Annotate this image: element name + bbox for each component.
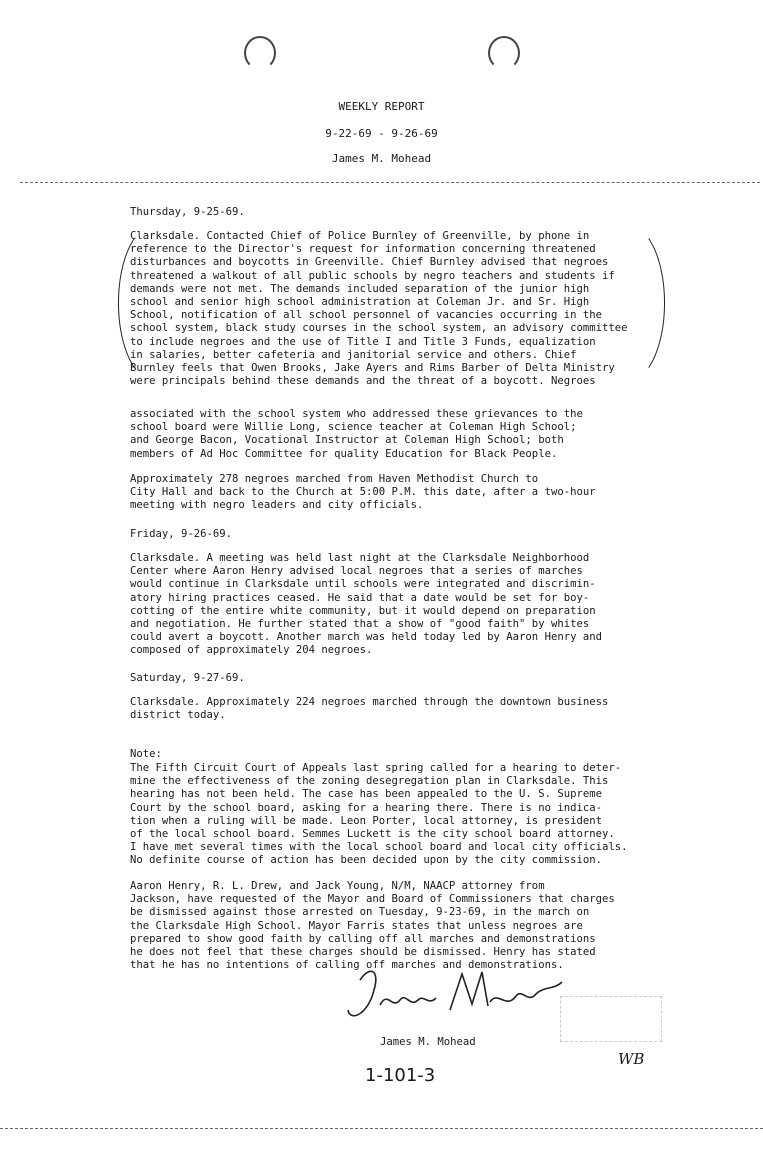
- entry-paragraph: [130, 473, 660, 513]
- text-line: school board were Willie Long, science teacher at Coleman High School;: [130, 421, 577, 434]
- text-line: School, notification of all school personnel of vacancies occurring in the: [130, 309, 602, 322]
- text-line: could avert a boycott. Another march was held today led by Aaron Henry and: [130, 631, 602, 644]
- entry-date: Thursday, 9-25-69.: [130, 206, 245, 218]
- text-line: I have met several times with the local school board and local city officials.: [130, 841, 628, 854]
- note-label: Note:: [130, 748, 162, 760]
- text-line: of the local school board. Semmes Luckett is the city school board attorney.: [130, 828, 615, 841]
- text-line: Burnley feels that Owen Brooks, Jake Ayers and Rims Barber of Delta Ministry: [130, 362, 615, 375]
- text-line: to include negroes and the use of Title I and Title 3 Funds, equalization: [130, 335, 596, 348]
- text-line: in salaries, better cafeteria and janitorial service and others. Chief: [130, 348, 577, 361]
- text-line: associated with the school system who addressed these grievances to the: [130, 408, 583, 420]
- file-number: 1-101-3: [365, 1065, 436, 1086]
- report-title: WEEKLY REPORT: [338, 100, 425, 113]
- note-paragraph: [130, 762, 660, 868]
- punch-hole-right: [488, 36, 520, 70]
- text-line: and negotiation. He further stated that a show of "good faith" by whites: [130, 618, 590, 631]
- text-line: threatened a walkout of all public schools by negro teachers and students if: [130, 269, 615, 282]
- text-line: prepared to show good faith by calling off all marches and demonstrations: [130, 932, 596, 945]
- handwritten-initials: WB: [618, 1050, 645, 1068]
- header-divider: [20, 182, 760, 183]
- text-line: Aaron Henry, R. L. Drew, and Jack Young, N/M, NAACP attorney from: [130, 880, 545, 892]
- text-line: members of Ad Hoc Committee for quality Education for Black People.: [130, 447, 558, 460]
- text-line: district today.: [130, 709, 226, 722]
- text-line: Jackson, have requested of the Mayor and Board of Commissioners that charges: [130, 893, 615, 906]
- text-line: composed of approximately 204 negroes.: [130, 644, 373, 657]
- text-line: demands were not met. The demands included separation of the junior high: [130, 282, 590, 295]
- text-line: were principals behind these demands and the threat of a boycott. Negroes: [130, 375, 596, 388]
- text-line: Clarksdale. Approximately 224 negroes marched through the downtown business: [130, 696, 609, 708]
- entry-paragraph: [130, 696, 660, 722]
- text-line: school system, black study courses in the school system, an advisory committee: [130, 322, 628, 335]
- text-line: atory hiring practices ceased. He said that a date would be set for boy-: [130, 591, 590, 604]
- handwritten-signature: [340, 960, 570, 1040]
- received-stamp: [560, 996, 662, 1042]
- text-line: reference to the Director's request for information concerning threatened: [130, 243, 596, 256]
- entry-paragraph: [130, 552, 660, 658]
- text-line: that he has no intentions of calling off marches and demonstrations.: [130, 959, 564, 972]
- text-line: school and senior high school administration at Coleman Jr. and Sr. High: [130, 296, 590, 309]
- text-line: mine the effectiveness of the zoning desegregation plan in Clarksdale. This: [130, 775, 609, 788]
- entry-date: Saturday, 9-27-69.: [130, 672, 245, 684]
- text-line: be dismissed against those arrested on Tuesday, 9-23-69, in the march on: [130, 906, 590, 919]
- bottom-divider: [0, 1128, 763, 1129]
- text-line: disturbances and boycotts in Greenville. Chief Burnley advised that negroes: [130, 256, 609, 269]
- text-line: The Fifth Circuit Court of Appeals last spring called for a hearing to deter-: [130, 762, 622, 774]
- text-line: and George Bacon, Vocational Instructor at Coleman High School; both: [130, 434, 564, 447]
- text-line: City Hall and back to the Church at 5:00 P.M. this date, after a two-hour: [130, 486, 596, 499]
- punch-hole-left: [244, 36, 276, 70]
- text-line: hearing has not been held. The case has been appealed to the U. S. Supreme: [130, 788, 602, 801]
- text-line: Clarksdale. Contacted Chief of Police Burnley of Greenville, by phone in: [130, 230, 590, 242]
- report-author: James M. Mohead: [331, 152, 432, 165]
- entry-date: Friday, 9-26-69.: [130, 528, 233, 540]
- typed-signature-name: James M. Mohead: [380, 1036, 476, 1048]
- text-line: Clarksdale. A meeting was held last night at the Clarksdale Neighborhood: [130, 552, 590, 564]
- text-line: tion when a ruling will be made. Leon Porter, local attorney, is president: [130, 814, 602, 827]
- entry-paragraph: [130, 230, 660, 388]
- note-paragraph: [130, 880, 660, 972]
- text-line: the Clarksdale High School. Mayor Farris states that unless negroes are: [130, 919, 583, 932]
- text-line: No definite course of action has been decided upon by the city commission.: [130, 854, 602, 867]
- text-line: Approximately 278 negroes marched from Haven Methodist Church to: [130, 473, 539, 485]
- text-line: cotting of the entire white community, but it would depend on preparation: [130, 604, 596, 617]
- report-date-range: 9-22-69 - 9-26-69: [325, 127, 438, 140]
- text-line: Court by the school board, asking for a hearing there. There is no indica-: [130, 801, 602, 814]
- text-line: he does not feel that these charges should be dismissed. Henry has stated: [130, 946, 596, 959]
- entry-paragraph: [130, 408, 660, 461]
- text-line: meeting with negro leaders and city officials.: [130, 499, 424, 512]
- text-line: would continue in Clarksdale until schools were integrated and discrimin-: [130, 578, 596, 591]
- text-line: Center where Aaron Henry advised local negroes that a series of marches: [130, 565, 583, 578]
